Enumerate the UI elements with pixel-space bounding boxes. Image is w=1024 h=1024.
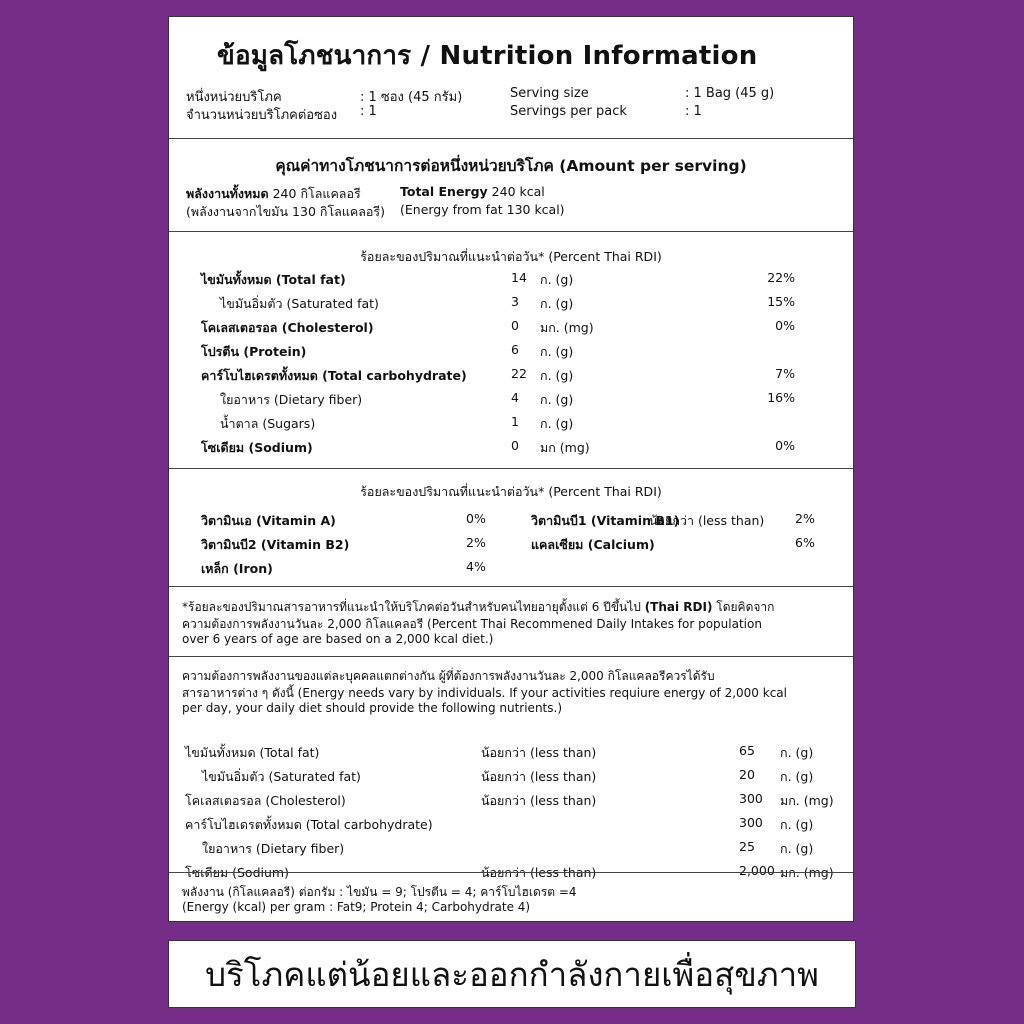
- rdi-row-label: น้ำตาล (Sugars): [220, 416, 316, 431]
- needs-row-label: คาร์โบไฮเดรตทั้งหมด (Total carbohydrate): [185, 817, 433, 832]
- rdi-row-unit: ก. (g): [540, 296, 574, 311]
- rdi-row-amount: 22: [511, 366, 527, 381]
- needs-row-qualifier: น้อยกว่า (less than): [481, 865, 597, 880]
- rdi-heading: ร้อยละของปริมาณที่แนะนำต่อวัน* (Percent Thai RDI): [360, 249, 662, 264]
- slogan-text: บริโภคแต่น้อยและออกกำลังกายเพื่อสุขภาพ: [205, 954, 819, 994]
- needs-row-label: โซเดียม (Sodium): [185, 865, 289, 880]
- rdi-row-percent: 0%: [775, 318, 795, 333]
- rdi-row-amount: 3: [511, 294, 519, 309]
- needs-row-label: ไขมันทั้งหมด (Total fat): [185, 745, 320, 760]
- health-slogan: [168, 940, 856, 1008]
- needs-row-qualifier: น้อยกว่า (less than): [481, 793, 597, 808]
- th-energy-label: พลังงานทั้งหมด: [186, 186, 269, 201]
- note-line-2: ความต้องการพลังงานวันละ 2,000 กิโลแคลอรี (Percent Thai Recommened Daily Intakes for population: [182, 617, 762, 631]
- en-servings-count-value: : 1: [685, 104, 702, 119]
- note-line-1-bold: (Thai RDI): [644, 600, 713, 614]
- rdi-row-label: โคเลสเตอรอล (Cholesterol): [201, 320, 374, 335]
- needs-row-qualifier: น้อยกว่า (less than): [481, 769, 597, 784]
- en-serving-size-value: : 1 Bag (45 g): [685, 86, 775, 101]
- vitamin-a-label: วิตามินเอ (Vitamin A): [201, 513, 336, 528]
- rdi-row-unit: ก. (g): [540, 344, 574, 359]
- needs-row-amount: 300: [739, 791, 763, 806]
- rdi-row-percent: 16%: [767, 390, 795, 405]
- energy-per-gram-section: [169, 872, 853, 923]
- rdi-row-amount: 6: [511, 342, 519, 357]
- rdi-row-percent: 15%: [767, 294, 795, 309]
- vitamin-b1-label: วิตามินบี1 (Vitamin B1): [531, 513, 680, 528]
- calcium-value: 6%: [795, 535, 815, 550]
- rdi-row-label: ไขมันอิ่มตัว (Saturated fat): [220, 296, 379, 311]
- vitamin-b2-label: วิตามินบี2 (Vitamin B2): [201, 537, 350, 552]
- rdi-row-amount: 0: [511, 318, 519, 333]
- rdi-row-label: ไขมันทั้งหมด (Total fat): [201, 272, 346, 287]
- vitamin-b1-prefix: น้อยกว่า (less than): [649, 513, 765, 528]
- rdi-row-amount: 4: [511, 390, 519, 405]
- rdi-row-label: คาร์โบไฮเดรตทั้งหมด (Total carbohydrate): [201, 368, 467, 383]
- needs-row-label: ไขมันอิ่มตัว (Saturated fat): [202, 769, 361, 784]
- needs-row-unit: ก. (g): [780, 769, 814, 784]
- rdi-row-amount: 1: [511, 414, 519, 429]
- rdi-row-label: ใยอาหาร (Dietary fiber): [220, 392, 363, 407]
- en-total-energy: [400, 184, 545, 199]
- th-servings-count-label: จำนวนหน่วยบริโภคต่อซอง: [186, 108, 338, 123]
- rdi-row-unit: ก. (g): [540, 272, 574, 287]
- energy-needs-section: [169, 656, 853, 880]
- note-line-1-post: โดยคิดจาก: [712, 600, 775, 614]
- rdi-row-unit: มก. (mg): [540, 320, 594, 335]
- rdi-row-amount: 14: [511, 270, 527, 285]
- needs-row-amount: 2,000: [739, 863, 775, 878]
- rdi-row-label: โปรตีน (Protein): [201, 344, 307, 359]
- rdi-row-amount: 0: [511, 438, 519, 453]
- page-title: ข้อมูลโภชนาการ / Nutrition Information: [217, 41, 758, 71]
- needs-row-label: โคเลสเตอรอล (Cholesterol): [185, 793, 346, 808]
- rdi-row-unit: ก. (g): [540, 416, 574, 431]
- vitamin-b1-value: 2%: [795, 511, 815, 526]
- needs-row-amount: 65: [739, 743, 755, 758]
- needs-row-unit: มก. (mg): [780, 865, 834, 880]
- needs-row-amount: 20: [739, 767, 755, 782]
- rdi-row-percent: 7%: [775, 366, 795, 381]
- iron-label: เหล็ก (Iron): [201, 561, 273, 576]
- amount-heading: คุณค่าทางโภชนาการต่อหนึ่งหน่วยบริโภค (Amount per serving): [275, 157, 747, 175]
- needs-line-1: ความต้องการพลังงานของแต่ละบุคคลแตกต่างกัน ผู้ที่ต้องการพลังงานวันละ 2,000 กิโลแคลอรีควรได้รับ: [182, 669, 715, 683]
- note-line-3: over 6 years of age are based on a 2,000 kcal diet.): [182, 632, 494, 646]
- th-serving-size-value: : 1 ซอง (45 กรัม): [360, 90, 463, 105]
- amount-per-serving-section: [169, 138, 853, 232]
- needs-row-qualifier: น้อยกว่า (less than): [481, 745, 597, 760]
- needs-row-amount: 300: [739, 815, 763, 830]
- calcium-label: แคลเซียม (Calcium): [531, 537, 655, 552]
- energy-per-gram-line-2: (Energy (kcal) per gram : Fat9; Protein 4; Carbohydrate 4): [182, 900, 531, 914]
- iron-value: 4%: [466, 559, 486, 574]
- rdi-row-unit: มก (mg): [540, 440, 590, 455]
- needs-row-unit: มก. (mg): [780, 793, 834, 808]
- nutrition-panel: [168, 16, 854, 922]
- en-energy-value: 240 kcal: [491, 184, 545, 199]
- en-energy-label: Total Energy: [400, 184, 488, 199]
- en-servings-count-label: Servings per pack: [510, 104, 627, 119]
- th-serving-size-label: หนึ่งหน่วยบริโภค: [186, 90, 282, 105]
- rdi-section: [169, 231, 853, 469]
- rdi-row-percent: 22%: [767, 270, 795, 285]
- vitamin-b2-value: 2%: [466, 535, 486, 550]
- vitamins-section: [169, 468, 853, 587]
- rdi-row-label: โซเดียม (Sodium): [201, 440, 313, 455]
- needs-row-unit: ก. (g): [780, 817, 814, 832]
- th-servings-count-value: : 1: [360, 104, 377, 119]
- th-total-energy: [186, 184, 361, 204]
- th-energy-value: 240 กิโลแคลอรี: [272, 186, 361, 201]
- rdi-row-unit: ก. (g): [540, 392, 574, 407]
- vitamins-heading: ร้อยละของปริมาณที่แนะนำต่อวัน* (Percent Thai RDI): [360, 484, 662, 499]
- th-fat-energy: (พลังงานจากไขมัน 130 กิโลแคลอรี): [186, 204, 385, 219]
- rdi-note-section: [169, 586, 853, 657]
- vitamin-a-value: 0%: [466, 511, 486, 526]
- note-line-1-pre: *ร้อยละของปริมาณสารอาหารที่แนะนำให้บริโภคต่อวันสำหรับคนไทยอายุตั้งแต่ 6 ปีขึ้นไป: [182, 600, 645, 614]
- needs-row-label: ใยอาหาร (Dietary fiber): [202, 841, 345, 856]
- needs-row-unit: ก. (g): [780, 841, 814, 856]
- needs-row-unit: ก. (g): [780, 745, 814, 760]
- rdi-row-unit: ก. (g): [540, 368, 574, 383]
- en-fat-energy: (Energy from fat 130 kcal): [400, 202, 565, 217]
- en-serving-size-label: Serving size: [510, 86, 589, 101]
- needs-line-2: สารอาหารต่าง ๆ ดังนี้ (Energy needs vary by individuals. If your activities requiure energy of 2,000 kcal: [182, 686, 787, 700]
- energy-per-gram-line-1: พลังงาน (กิโลแคลอรี) ต่อกรัม : ไขมัน = 9; โปรตีน = 4; คาร์โบไฮเดรต =4: [182, 885, 577, 899]
- needs-row-amount: 25: [739, 839, 755, 854]
- rdi-row-percent: 0%: [775, 438, 795, 453]
- needs-line-3: per day, your daily diet should provide the following nutrients.): [182, 701, 562, 715]
